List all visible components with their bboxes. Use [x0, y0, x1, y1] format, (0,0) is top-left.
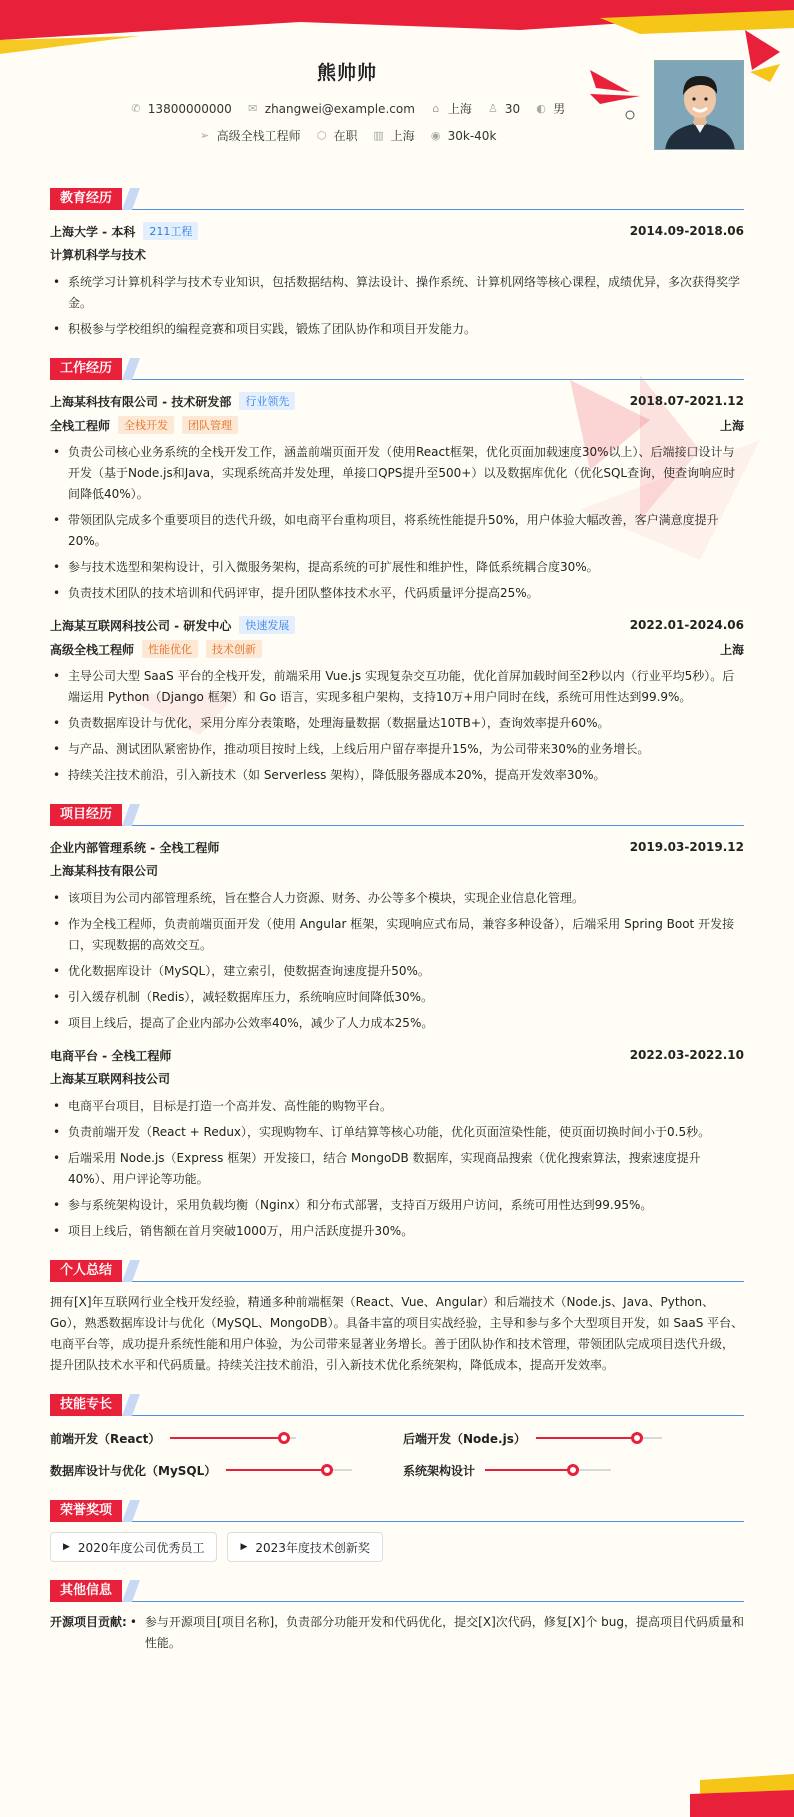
contact-row — [50, 100, 644, 117]
project-company: 上海某互联网科技公司 — [50, 1072, 171, 1086]
salary-icon: ◉ — [430, 129, 441, 142]
project-name: 企业内部管理系统 - 全栈工程师 — [50, 840, 220, 855]
skill-level-bar — [170, 1437, 296, 1439]
work-entry — [50, 390, 744, 604]
skill-tag: 团队管理 — [182, 416, 238, 434]
age-icon: ♙ — [487, 102, 498, 115]
resume-header — [50, 0, 744, 170]
work-entry — [50, 614, 744, 786]
play-icon: ▶ — [63, 1542, 70, 1552]
job-location: 上海 — [719, 642, 744, 657]
skill-tag: 性能优化 — [142, 640, 198, 658]
section-title-projects: 项目经历 — [50, 804, 122, 826]
work-date: 2022.01-2024.06 — [629, 618, 744, 632]
email-icon: ✉ — [248, 102, 258, 115]
section-title-summary: 个人总结 — [50, 1260, 122, 1282]
home-icon: ⌂ — [432, 102, 440, 115]
summary-section — [50, 1260, 744, 1376]
job-role: 全栈工程师 — [50, 418, 111, 433]
list-item: • 带领团队完成多个重要项目的迭代升级，如电商平台重构项目，将系统性能提升50%，用户体验大幅改善，客户满意度提升20%。 — [50, 510, 744, 552]
avatar — [654, 60, 744, 150]
skill-item — [403, 1458, 744, 1482]
work-date: 2018.07-2021.12 — [629, 394, 744, 408]
awards-section — [50, 1500, 744, 1562]
summary-text: 拥有[X]年互联网行业全栈开发经验，精通多种前端框架（React、Vue、Angular）和后端技术（Node.js、Java、Python、Go），熟悉数据库设计与优化（MySQL、MongoDB）。具备丰富的项目实战经验，主导和参与多个大型项目开发，如 SaaS 平台、电商平台等，成功提升系统性能和用户体验，为公司带来显著业务增长。善于团队协作和技术管理，带领团队完成项目迭代升级，提升团队技术水平和代码质量。持续关注技术前沿，引入新技术优化系统架构，降低成本，提高开发效率。 — [50, 1295, 744, 1372]
section-title-work: 工作经历 — [50, 358, 122, 380]
avatar-portrait — [655, 61, 744, 150]
target-city: 上海 — [390, 129, 415, 143]
job-location: 上海 — [719, 418, 744, 433]
section-title-skills: 技能专长 — [50, 1394, 122, 1416]
skill-level-bar — [536, 1437, 662, 1439]
work-section — [50, 358, 744, 786]
play-icon: ▶ — [240, 1542, 248, 1552]
age: 30 — [504, 101, 521, 116]
school-tag: 211工程 — [143, 222, 198, 240]
award-label: 2020年度公司优秀员工 — [77, 1540, 205, 1555]
list-item: • 积极参与学校组织的编程竞赛和项目实践，锻炼了团队协作和项目开发能力。 — [50, 319, 744, 340]
list-item: • 作为全栈工程师，负责前端页面开发（使用 Angular 框架，实现响应式布局，兼容多种设备），后端采用 Spring Boot 开发接口，实现数据的高效交互。 — [50, 914, 744, 956]
list-item: • 参与技术选型和架构设计，引入微服务架构，提高系统的可扩展性和维护性，降低系统耦合度30%。 — [50, 557, 744, 578]
company-name: 上海某互联网科技公司 - 研发中心 — [50, 618, 232, 633]
skill-item — [50, 1426, 403, 1450]
other-label: 开源项目贡献: — [50, 1615, 127, 1629]
projects-section — [50, 804, 744, 1242]
skill-tag: 全栈开发 — [118, 416, 174, 434]
project-date: 2022.03-2022.10 — [629, 1048, 744, 1062]
major: 计算机科学与技术 — [50, 248, 147, 262]
candidate-name: 熊帅帅 — [316, 62, 377, 84]
award-item — [50, 1532, 217, 1562]
skills-section — [50, 1394, 744, 1482]
project-entry — [50, 1044, 744, 1242]
skill-label: 前端开发（React） — [50, 1431, 161, 1446]
list-item: • 与产品、测试团队紧密协作，推动项目按时上线，上线后用户留存率提升15%，为公司带来30%的业务增长。 — [50, 739, 744, 760]
company-tag: 快速发展 — [239, 616, 295, 634]
list-item: • 负责技术团队的技术培训和代码评审，提升团队整体技术水平，代码质量评分提高25%。 — [50, 583, 744, 604]
section-title-other: 其他信息 — [50, 1580, 122, 1602]
skill-level-bar — [226, 1469, 352, 1471]
skill-level-bar — [485, 1469, 611, 1471]
list-item: • 主导公司大型 SaaS 平台的全栈开发，前端采用 Vue.js 实现复杂交互功能，优化首屏加载时间至2秒以内（行业平均5秒）。后端运用 Python（Django 框架）和 Go 语言，实现多租户架构，支持10万+用户同时在线，系统可用性达到99.9%。 — [50, 666, 744, 708]
skill-level-knob — [278, 1432, 290, 1444]
send-icon: ➢ — [199, 129, 210, 142]
project-name: 电商平台 - 全栈工程师 — [50, 1048, 172, 1063]
list-item: • 负责公司核心业务系统的全栈开发工作，涵盖前端页面开发（使用React框架，优化页面加载速度30%以上）、后端接口设计与开发（基于Node.js和Java，实现系统高并发处理，单接口QPS提升至500+）以及数据库优化（优化SQL查询，使查询响应时间降低40%）。 — [50, 442, 744, 505]
skill-label: 后端开发（Node.js） — [403, 1431, 526, 1446]
award-item — [227, 1532, 382, 1562]
section-title-education: 教育经历 — [50, 188, 122, 210]
skill-item — [50, 1458, 403, 1482]
phone-icon: ✆ — [131, 102, 141, 115]
school-name: 上海大学 - 本科 — [50, 224, 136, 239]
gender: 男 — [553, 102, 566, 116]
salary: 30k-40k — [447, 128, 497, 143]
award-label: 2023年度技术创新奖 — [255, 1540, 370, 1555]
education-bullets — [50, 272, 744, 340]
skill-label: 数据库设计与优化（MySQL） — [50, 1463, 217, 1478]
status-icon: ⬡ — [316, 129, 327, 142]
list-item: • 持续关注技术前沿，引入新技术（如 Serverless 架构），降低服务器成本20%，提高开发效率30%。 — [50, 765, 744, 786]
list-item: • 项目上线后，提高了企业内部办公效率40%，减少了人力成本25%。 — [50, 1013, 744, 1034]
list-item: • 优化数据库设计（MySQL），建立索引，使数据查询速度提升50%。 — [50, 961, 744, 982]
skill-level-knob — [321, 1464, 333, 1476]
skills-grid — [50, 1426, 744, 1482]
list-item: • 后端采用 Node.js（Express 框架）开发接口，结合 MongoDB 数据库，实现商品搜索（优化搜索算法，搜索速度提升40%）、用户评论等功能。 — [50, 1148, 744, 1190]
project-bullets — [50, 888, 744, 1034]
other-section — [50, 1580, 744, 1659]
company-name: 上海某科技有限公司 - 技术研发部 — [50, 394, 232, 409]
phone: 13800000000 — [147, 101, 232, 116]
job-role: 高级全栈工程师 — [50, 642, 135, 657]
work-bullets — [50, 442, 744, 604]
gender-icon: ◐ — [536, 102, 546, 115]
company-tag: 行业领先 — [239, 392, 295, 410]
list-item: • 负责前端开发（React + Redux），实现购物车、订单结算等核心功能，优化页面渲染性能，使页面切换时间小于0.5秒。 — [50, 1122, 744, 1143]
skill-level-knob — [631, 1432, 643, 1444]
email: zhangwei@example.com — [264, 101, 415, 116]
target-position: 高级全栈工程师 — [216, 129, 301, 143]
skill-tag: 技术创新 — [206, 640, 262, 658]
list-item: • 引入缓存机制（Redis），减轻数据库压力，系统响应时间降低30%。 — [50, 987, 744, 1008]
skill-level-knob — [567, 1464, 579, 1476]
list-item: • 项目上线后，销售额在首月突破1000万，用户活跃度提升30%。 — [50, 1221, 744, 1242]
section-title-awards: 荣誉奖项 — [50, 1500, 122, 1522]
project-date: 2019.03-2019.12 — [629, 840, 744, 854]
awards-list — [50, 1532, 744, 1562]
list-item: • 电商平台项目，目标是打造一个高并发、高性能的购物平台。 — [50, 1096, 744, 1117]
list-item: • 该项目为公司内部管理系统，旨在整合人力资源、财务、办公等多个模块，实现企业信息化管理。 — [50, 888, 744, 909]
work-bullets — [50, 666, 744, 786]
list-item: • 参与系统架构设计，采用负载均衡（Nginx）和分布式部署，支持百万级用户访问，系统可用性达到99.95%。 — [50, 1195, 744, 1216]
skill-label: 系统架构设计 — [403, 1463, 476, 1478]
education-section — [50, 188, 744, 340]
education-date: 2014.09-2018.06 — [629, 224, 744, 238]
city: 上海 — [447, 102, 472, 116]
skill-item — [403, 1426, 744, 1450]
project-entry — [50, 836, 744, 1034]
list-item: • 负责数据库设计与优化，采用分库分表策略，处理海量数据（数据量达10TB+），查询效率提升60%。 — [50, 713, 744, 734]
list-item: • 系统学习计算机科学与技术专业知识，包括数据结构、算法设计、操作系统、计算机网络等核心课程，成绩优异，多次获得奖学金。 — [50, 272, 744, 314]
job-status: 在职 — [333, 129, 358, 143]
project-bullets — [50, 1096, 744, 1242]
project-company: 上海某科技有限公司 — [50, 864, 159, 878]
job-intent-row — [50, 127, 644, 144]
list-item: • 参与开源项目[项目名称]，负责部分功能开发和代码优化，提交[X]次代码，修复[X]个 bug，提高项目代码质量和性能。 — [127, 1612, 744, 1654]
building-icon: ▥ — [373, 129, 384, 142]
